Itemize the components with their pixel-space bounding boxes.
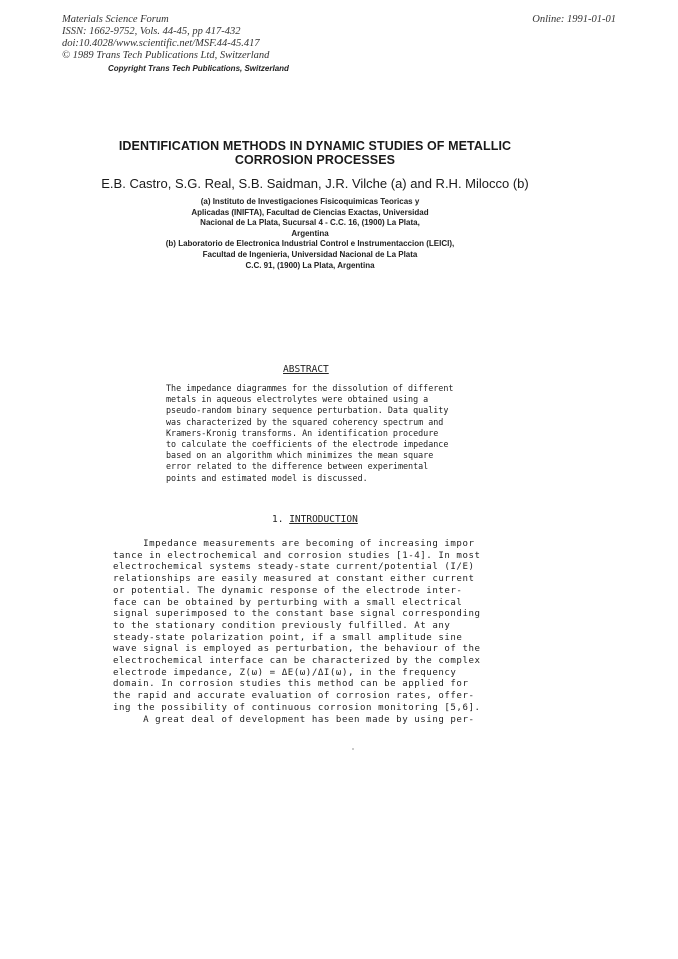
affiliation-line: Argentina: [291, 228, 329, 238]
abstract-line: error related to the difference between experimental: [166, 461, 429, 472]
body-line: tance in electrochemical and corrosion studies [1-4]. In most: [113, 550, 481, 561]
affiliation-line: Aplicadas (INIFTA), Facultad de Ciencias Exactas, Universidad: [191, 207, 429, 217]
affiliation-line: (b) Laboratorio de Electronica Industrial Control e Instrumentaccion (LEICI),: [165, 239, 455, 249]
title-line-1: IDENTIFICATION METHODS IN DYNAMIC STUDIES OF METALLIC: [118, 139, 512, 153]
abstract-line: was characterized by the squared coherency spectrum and: [166, 416, 444, 427]
abstract-line: metals in aqueous electrolytes were obtained using a: [166, 394, 429, 405]
issn-line: ISSN: 1662-9752, Vols. 44-45, pp 417-432: [62, 26, 241, 37]
abstract-line: Kramers-Kronig transforms. An identification procedure: [166, 427, 439, 438]
journal-name: Materials Science Forum: [62, 14, 169, 25]
body-line: A great deal of development has been made by using per-: [113, 714, 475, 725]
online-date: Online: 1991-01-01: [532, 14, 616, 25]
affiliation-line: Nacional de La Plata, Sucursal 4 - C.C. 16, (1900) La Plata,: [200, 218, 420, 228]
abstract-line: to calculate the coefficients of the electrode impedance: [166, 439, 449, 450]
paper-title: [60, 139, 570, 167]
body-line: relationships are easily measured at constant either current: [113, 574, 475, 585]
body-line: the rapid and accurate evaluation of corrosion rates, offer-: [113, 691, 475, 702]
section-number: 1.: [272, 514, 284, 525]
body-line: electrochemical systems steady-state current/potential (I/E): [113, 562, 475, 573]
abstract-line: pseudo-random binary sequence perturbation. Data quality: [166, 405, 449, 416]
abstract-body: [166, 383, 453, 484]
affiliations: [110, 197, 510, 271]
section-title: INTRODUCTION: [289, 514, 358, 525]
body-line: or potential. The dynamic response of the electrode inter-: [113, 585, 463, 596]
body-line: steady-state polarization point, if a small amplitude sine: [113, 632, 463, 643]
abstract-line: points and estimated model is discussed.: [166, 472, 368, 483]
publication-info: [62, 14, 269, 62]
affiliation-line: C.C. 91, (1900) La Plata, Argentina: [245, 260, 375, 270]
body-line: signal superimposed to the constant base signal corresponding: [113, 609, 481, 620]
body-line: electrochemical interface can be characterized by the complex: [113, 656, 481, 667]
body-line: wave signal is employed as perturbation, the behaviour of the: [113, 644, 481, 655]
body-line: Impedance measurements are becoming of increasing impor: [113, 539, 475, 549]
abstract-heading: ABSTRACT: [283, 364, 329, 375]
copyright-notice: Copyright Trans Tech Publications, Switzerland: [108, 64, 289, 73]
author-list: E.B. Castro, S.G. Real, S.B. Saidman, J.R. Vilche (a) and R.H. Milocco (b): [101, 176, 529, 191]
introduction-body: [113, 539, 481, 726]
body-line: ing the possibility of continuous corrosion monitoring [5,6].: [113, 702, 481, 713]
title-line-2: CORROSION PROCESSES: [234, 153, 396, 167]
publisher-line: © 1989 Trans Tech Publications Ltd, Switzerland: [62, 50, 270, 61]
body-line: face can be obtained by perturbing with a small electrical: [113, 597, 463, 608]
body-line: to the stationary condition previously fulfilled. At any: [113, 620, 451, 631]
abstract-line: based on an algorithm which minimizes the mean square: [166, 450, 434, 461]
body-line: electrode impedance, Z(ω) = ΔE(ω)/ΔI(ω), in the frequency: [113, 667, 457, 678]
doi-line: doi:10.4028/www.scientific.net/MSF.44-45.417: [62, 38, 260, 49]
section-heading-introduction: [272, 514, 358, 525]
affiliation-line: Facultad de Ingenieria, Universidad Nacional de La Plata: [202, 249, 418, 259]
affiliation-line: (a) Instituto de Investigaciones Fisicoquimicas Teoricas y: [200, 197, 420, 206]
scan-speck: [352, 748, 354, 750]
abstract-line: The impedance diagrammes for the dissolution of different: [166, 383, 454, 393]
body-line: domain. In corrosion studies this method can be applied for: [113, 679, 469, 690]
